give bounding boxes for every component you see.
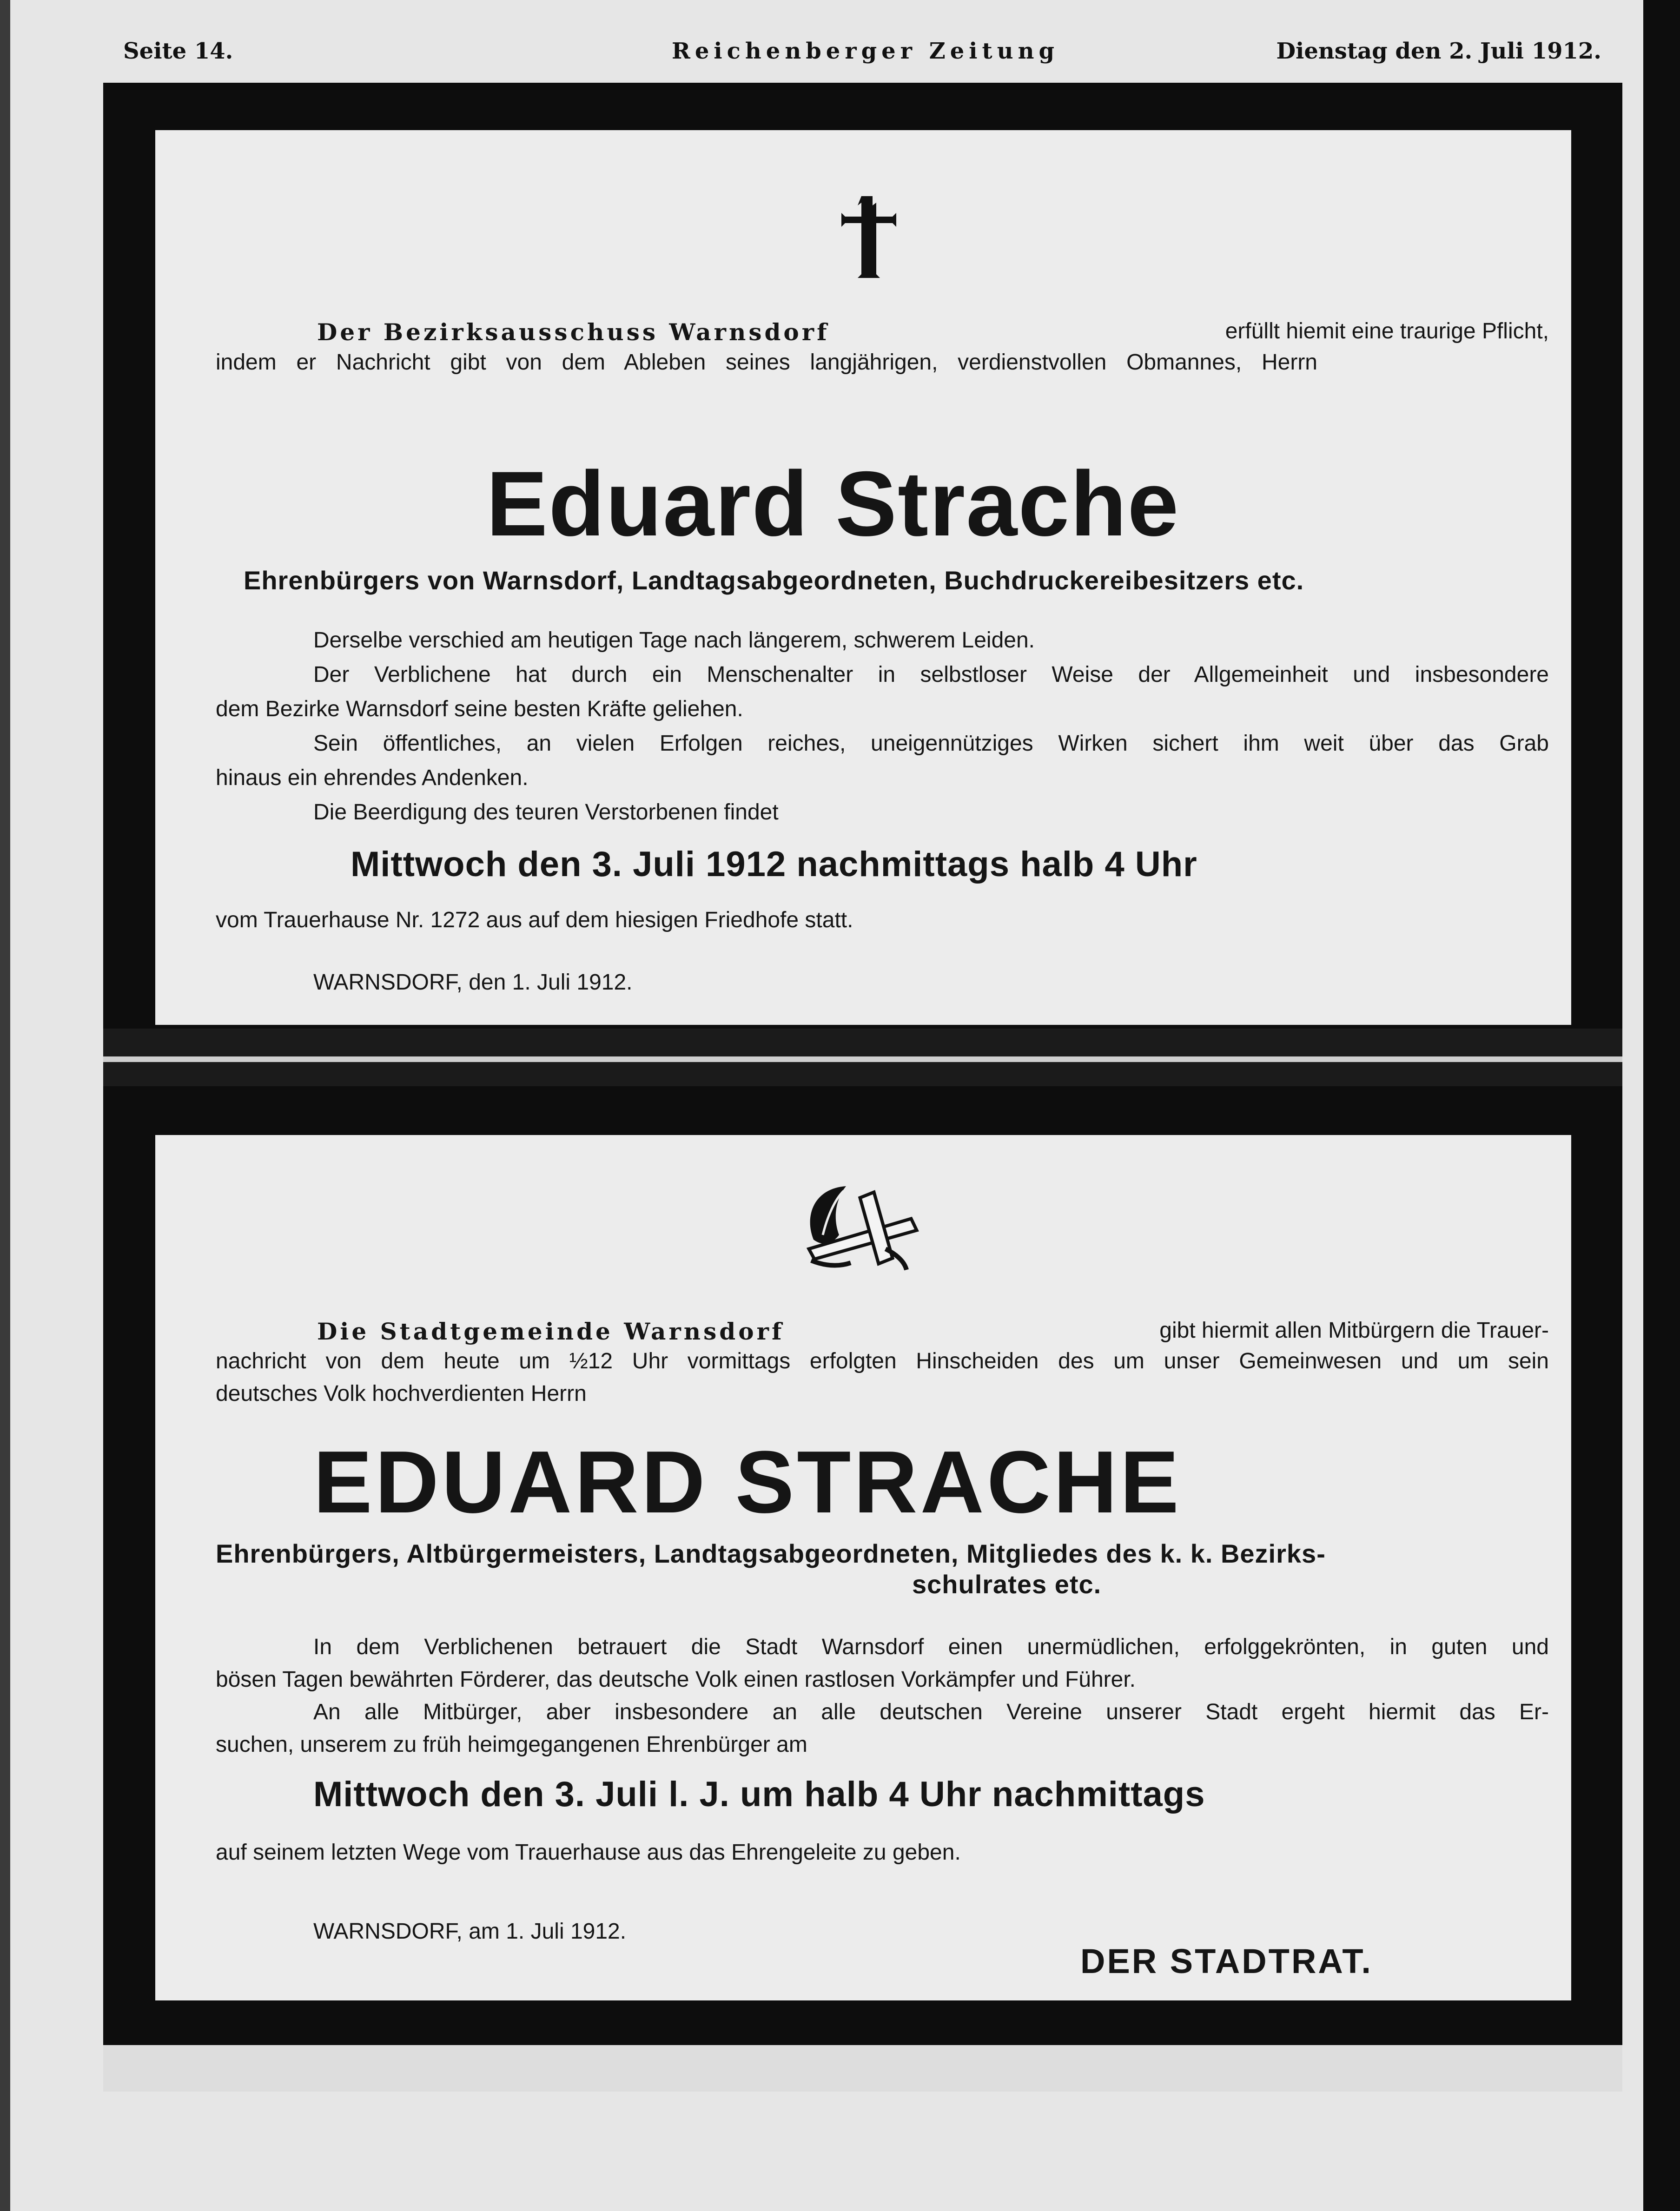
separator-rule <box>103 1029 1622 1086</box>
page-number: Seite 14. <box>123 38 233 64</box>
page-margin-bottom <box>103 2045 1622 2092</box>
funeral-procession: auf seinem letzten Wege vom Trauerhause aus das Ehrengeleite zu geben. <box>216 1840 961 1865</box>
obituary-notice-district <box>103 83 1622 1029</box>
intro-line-2: indem er Nachricht gibt von dem Ableben seines langjährigen, verdienstvollen Obmannes, Herrn <box>216 350 1317 375</box>
notice-body <box>155 1135 1571 2000</box>
issue-date: Dienstag den 2. Juli 1912. <box>1276 38 1601 64</box>
intro-line-2: nachricht von dem heute um ½12 Uhr vormittags erfolgten Hinscheiden des um unser Gemeinwesen und um sein <box>216 1349 1549 1373</box>
deceased-titles-line-2: schulrates etc. <box>912 1570 1102 1599</box>
dateline: WARNSDORF, den 1. Juli 1912. <box>313 970 633 995</box>
paragraph-2-line-1: An alle Mitbürger, aber insbesondere an alle deutschen Vereine unserer Stadt ergeht hiermit das Er- <box>313 1700 1549 1724</box>
paragraph-1-line-1: In dem Verblichenen betrauert die Stadt Warnsdorf einen unermüdlichen, erfolggekrönten, in guten und <box>313 1635 1549 1659</box>
paragraph-2-line-2: suchen, unserem zu früh heimgegangenen Ehrenbürger am <box>216 1732 807 1757</box>
paragraph-1: Derselbe verschied am heutigen Tage nach längerem, schwerem Leiden. <box>313 628 1035 653</box>
notice-body <box>155 130 1571 1025</box>
signature: DER STADTRAT. <box>1080 1942 1373 1980</box>
deceased-name: EDUARD STRACHE <box>313 1433 1182 1531</box>
intro-text: gibt hiermit allen Mitbürgern die Trauer- <box>1159 1318 1549 1343</box>
paragraph-2-line-1: Der Verblichene hat durch ein Menschenalter in selbstloser Weise der Allgemeinheit und insbesondere <box>313 662 1549 687</box>
paragraph-4: Die Beerdigung des teuren Verstorbenen findet <box>313 800 779 825</box>
intro-line-3: deutsches Volk hochverdienten Herrn <box>216 1381 587 1406</box>
organisation-name: Die Stadtgemeinde Warnsdorf <box>317 1318 785 1345</box>
paragraph-3-line-2: hinaus ein ehrendes Andenken. <box>216 766 529 790</box>
paragraph-3-line-1: Sein öffentliches, an vielen Erfolgen reiches, uneigennütziges Wirken sichert ihm weit über das Grab <box>313 731 1549 756</box>
funeral-place: vom Trauerhause Nr. 1272 aus auf dem hiesigen Friedhofe statt. <box>216 908 853 932</box>
deceased-titles-line-1: Ehrenbürgers, Altbürgermeisters, Landtagsabgeordneten, Mitgliedes des k. k. Bezirks- <box>216 1539 1326 1568</box>
intro-line-1 <box>317 318 1549 346</box>
adjacent-page-edge <box>1643 0 1680 2211</box>
paragraph-1-line-2: bösen Tagen bewährten Förderer, das deutsche Volk einen rastlosen Vorkämpfer und Führer. <box>216 1667 1136 1692</box>
page-edge-left <box>0 0 10 2211</box>
obituary-notice-town <box>103 1086 1622 2045</box>
cross-icon <box>832 196 902 284</box>
funeral-date: Mittwoch den 3. Juli 1912 nachmittags halb 4 Uhr <box>351 845 1197 884</box>
dateline: WARNSDORF, am 1. Juli 1912. <box>313 1919 627 1944</box>
organisation-name: Der Bezirksausschuss Warnsdorf <box>317 318 830 346</box>
newspaper-title: Reichenberger Zeitung <box>672 38 1059 64</box>
deceased-titles: Ehrenbürgers von Warnsdorf, Landtagsabgeordneten, Buchdruckereibesitzers etc. <box>244 566 1304 595</box>
paragraph-2-line-2: dem Bezirke Warnsdorf seine besten Kräfte geliehen. <box>216 697 743 721</box>
intro-text: erfüllt hiemit eine traurige Pflicht, <box>1225 319 1549 343</box>
page-header <box>123 38 1601 75</box>
intro-line-1 <box>317 1318 1549 1346</box>
deceased-name: Eduard Strache <box>486 452 1180 555</box>
cross-with-palm-icon <box>795 1179 930 1272</box>
funeral-date: Mittwoch den 3. Juli l. J. um halb 4 Uhr nachmittags <box>313 1775 1205 1814</box>
